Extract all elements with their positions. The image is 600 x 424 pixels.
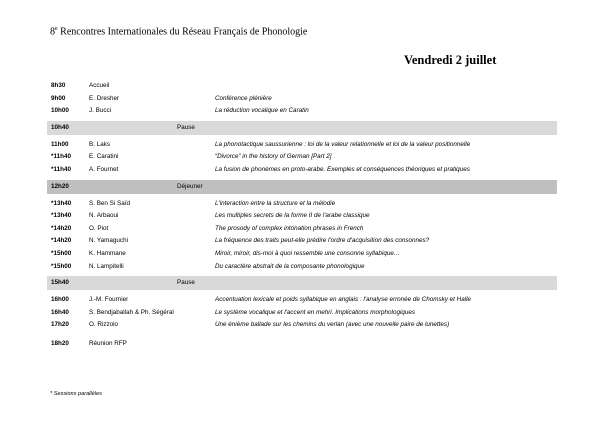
talk-title: La fréquence des traits peut-elle prédire l'ordre d'acquisition des consonnes?: [215, 237, 430, 245]
pause-row: [47, 121, 557, 135]
schedule-row: [47, 248, 557, 261]
break-label: Déjeuner: [177, 182, 203, 190]
schedule-row: [47, 307, 557, 320]
edition-ordinal: e: [55, 26, 58, 32]
session-time: 18h20: [51, 339, 69, 347]
conference-title: [50, 26, 307, 37]
session-time: 16h00: [51, 296, 69, 304]
lunch-row: [47, 180, 557, 194]
speaker-name: Réunion RFP: [89, 339, 127, 347]
session-time: 17h20: [51, 321, 69, 329]
schedule-table: [47, 80, 557, 351]
schedule-row: [47, 105, 557, 118]
edition-number: 8: [50, 26, 55, 38]
parallel-sessions-note: * Sessions parallèles: [50, 391, 102, 397]
schedule-row: [47, 223, 557, 236]
talk-title: L'interaction entre la structure et la mélodie: [215, 199, 336, 207]
talk-title: Accentuation lexicale et poids syllabique en anglais : l'analyse erronée de Chomsky et Halle: [215, 296, 472, 304]
speaker-name: Accueil: [89, 82, 110, 89]
schedule-row: [47, 210, 557, 223]
session-time: *14h20: [51, 224, 72, 232]
session-time: 10h40: [51, 123, 69, 131]
talk-title: Une énième ballade sur les chemins du verlan (avec une nouvelle paire de lunettes): [215, 321, 450, 329]
pause-row: [47, 276, 557, 290]
session-time: 10h00: [51, 107, 69, 115]
session-time: 8h30: [51, 82, 66, 89]
speaker-name: S. Ben Si Saïd: [89, 199, 130, 207]
schedule-row: [47, 139, 557, 152]
session-time: 16h40: [51, 308, 69, 316]
talk-title: Le système vocalique et l'accent en mehri. Implications morphologiques: [215, 308, 416, 316]
talk-title: “Divorce” in the history of German [Part 2]: [215, 153, 332, 161]
speaker-name: O. Rizzolo: [89, 321, 119, 329]
session-time: *14h20: [51, 237, 72, 245]
session-time: 9h00: [51, 94, 66, 102]
talk-title: La réduction vocalique en Caratin: [215, 107, 309, 115]
session-time: 12h20: [51, 182, 69, 190]
session-time: 11h00: [51, 140, 69, 148]
speaker-name: E. Dresher: [89, 94, 120, 102]
speaker-name: K. Hammane: [89, 249, 126, 257]
schedule-row: [47, 198, 557, 211]
schedule-row: [47, 319, 557, 332]
speaker-name: S. Bendjaballah & Ph. Ségéral: [89, 308, 174, 316]
speaker-name: N. Lampitelli: [89, 262, 124, 270]
day-heading: Vendredi 2 juillet: [404, 53, 497, 67]
schedule-row: [47, 164, 557, 177]
speaker-name: N. Arbaoui: [89, 212, 119, 220]
schedule-row: [47, 261, 557, 274]
speaker-name: O. Piot: [89, 224, 109, 232]
speaker-name: J. Bucci: [89, 107, 112, 115]
speaker-name: E. Caratini: [89, 153, 119, 161]
speaker-name: A. Fournet: [89, 165, 119, 173]
talk-title: The prosody of complex intonation phrases in French: [215, 224, 364, 232]
schedule-row: [47, 294, 557, 307]
talk-title: La fusion de phonèmes en proto-arabe. Exemples et conséquences théoriques et pratiques: [215, 165, 470, 173]
speaker-name: N. Yamaguchi: [89, 237, 128, 245]
break-label: Pause: [177, 123, 195, 131]
schedule-row: [47, 235, 557, 248]
session-time: *11h40: [51, 153, 71, 161]
talk-title: Les multiples secrets de la forme II de l'arabe classique: [215, 212, 370, 220]
session-time: *13h40: [51, 199, 72, 207]
talk-title: Conférence plénière: [215, 94, 272, 102]
session-time: *15h00: [51, 262, 72, 270]
talk-title: La phonotactique saussurienne : loi de la valeur relationnelle et loi de la valeur positionnelle: [215, 140, 471, 148]
break-label: Pause: [177, 279, 195, 287]
schedule-row: [47, 151, 557, 164]
talk-title: Miroir, miroir, dis-moi à quoi ressemble une consonne syllabique…: [215, 249, 401, 257]
speaker-name: J.-M. Fournier: [89, 296, 129, 304]
session-time: 15h40: [51, 279, 69, 287]
schedule-row: [47, 93, 557, 106]
speaker-name: B. Laks: [89, 140, 110, 148]
schedule-row: [47, 338, 557, 351]
conference-name: Rencontres Internationales du Réseau Français de Phonologie: [57, 26, 308, 38]
session-time: *15h00: [51, 249, 72, 257]
session-time: *11h40: [51, 165, 71, 173]
talk-title: Du caractère abstrait de la composante phonologique: [215, 262, 365, 270]
schedule-row: [47, 80, 557, 93]
session-time: *13h40: [51, 212, 72, 220]
